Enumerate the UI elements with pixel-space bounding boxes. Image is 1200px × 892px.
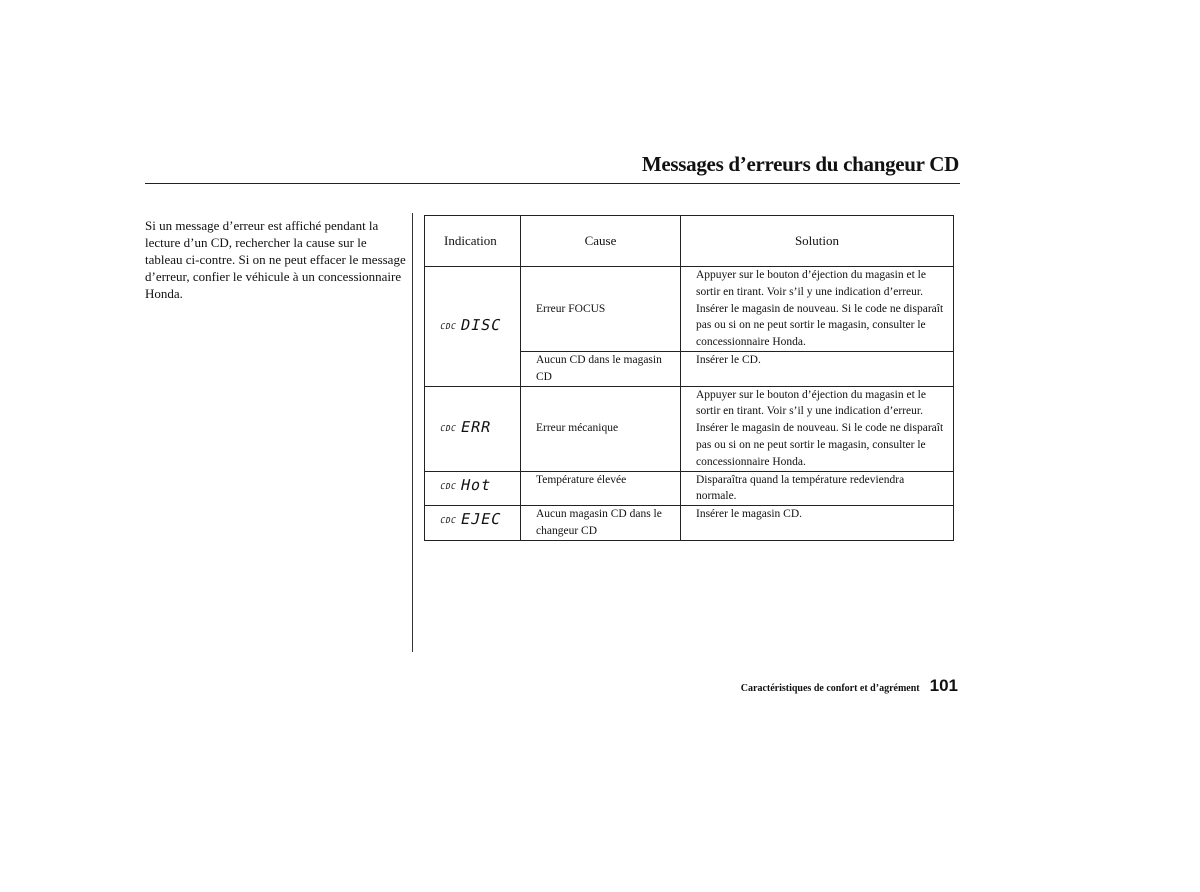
table-row — [425, 267, 954, 352]
cause-cell: Erreur mécanique — [521, 386, 681, 471]
title-divider — [145, 183, 960, 184]
solution-cell: Disparaîtra quand la température redeviendra normale. — [681, 471, 954, 506]
solution-cell: Insérer le CD. — [681, 351, 954, 386]
display-prefix: CDC — [439, 516, 458, 526]
display-prefix: CDC — [439, 481, 458, 491]
header-solution: Solution — [681, 216, 954, 267]
table-row — [425, 471, 954, 506]
intro-paragraph: Si un message d’erreur est affiché pendant la lecture d’un CD, rechercher la cause sur le tableau ci-contre. Si on ne peut effacer le message d’erreur, confier le véhicule à un concessionnaire Honda. — [145, 218, 406, 301]
page-title: Messages d’erreurs du changeur CD — [641, 152, 959, 176]
cause-cell: Aucun magasin CD dans le changeur CD — [521, 506, 681, 541]
header-cause: Cause — [521, 216, 681, 267]
header-indication: Indication — [425, 216, 521, 267]
display-code: ERR — [459, 418, 494, 437]
page-number: 101 — [929, 676, 958, 695]
column-divider — [412, 213, 413, 652]
display-readout — [439, 510, 504, 529]
display-readout — [439, 418, 494, 437]
table-header-row — [425, 216, 954, 267]
display-code: Hot — [459, 475, 494, 494]
solution-cell: Appuyer sur le bouton d’éjection du magasin et le sortir en tirant. Voir s’il y une indication d’erreur. Insérer le magasin de nouveau. Si le code ne disparaît pas ou si on ne peut sortir le magasin, consulter le concessionnaire Honda. — [681, 386, 954, 471]
table-row — [425, 506, 954, 541]
cause-cell: Température élevée — [521, 471, 681, 506]
solution-cell: Insérer le magasin CD. — [681, 506, 954, 541]
footer-section-title: Caractéristiques de confort et d’agrément — [740, 683, 920, 694]
cause-cell: Aucun CD dans le magasin CD — [521, 351, 681, 386]
page-footer — [741, 676, 958, 696]
cause-cell: Erreur FOCUS — [521, 267, 681, 352]
indication-cell — [425, 506, 521, 541]
solution-cell: Appuyer sur le bouton d’éjection du magasin et le sortir en tirant. Voir s’il y une indication d’erreur. Insérer le magasin de nouveau. Si le code ne disparaît pas ou si on ne peut sortir le magasin, consulter le concessionnaire Honda. — [681, 267, 954, 352]
display-prefix: CDC — [439, 321, 458, 331]
display-code: DISC — [459, 315, 504, 334]
display-readout — [439, 475, 494, 494]
error-messages-table — [424, 215, 954, 541]
indication-cell — [425, 267, 521, 387]
table-row — [425, 386, 954, 471]
indication-cell — [425, 386, 521, 471]
indication-cell — [425, 471, 521, 506]
display-code: EJEC — [459, 510, 504, 529]
display-readout — [439, 315, 504, 334]
display-prefix: CDC — [439, 424, 458, 434]
